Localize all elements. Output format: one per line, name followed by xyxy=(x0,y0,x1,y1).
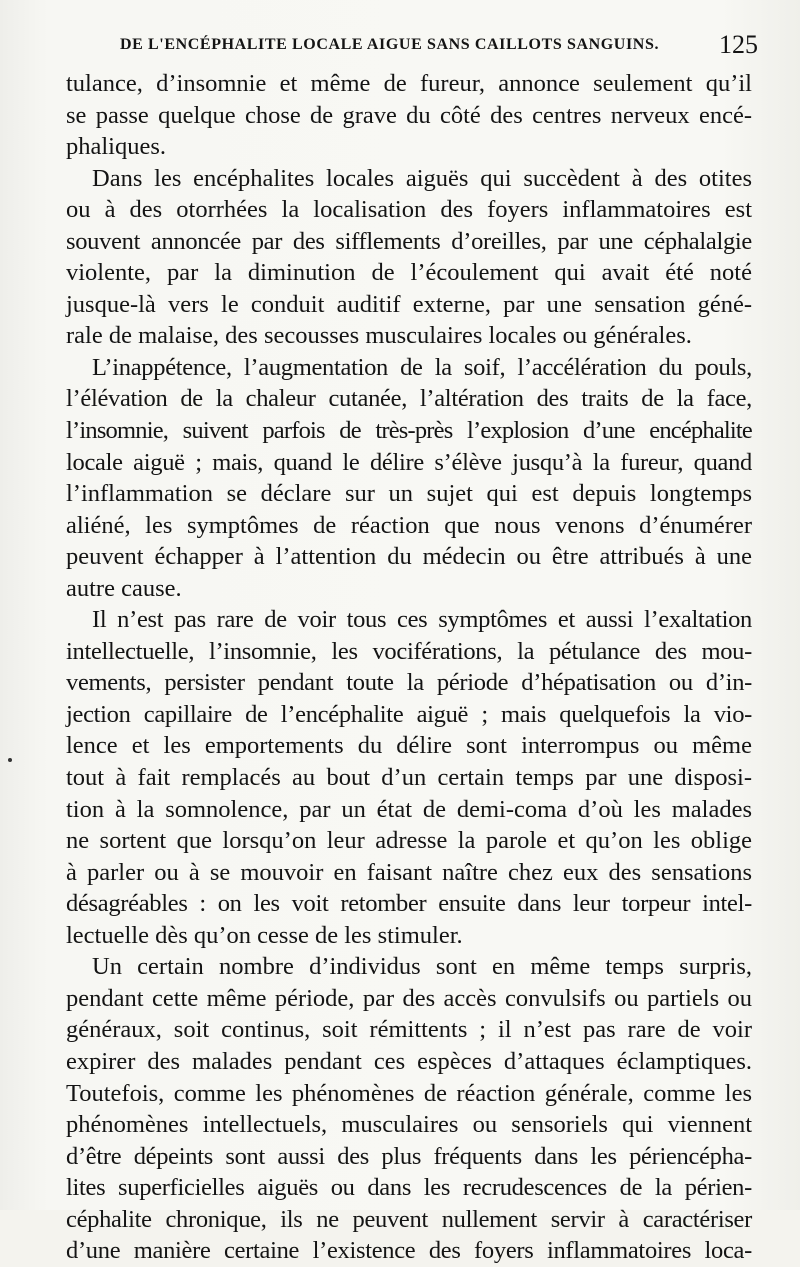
text-line: tout à fait remplacés au bout d’un certain temps par une disposi- xyxy=(66,764,752,792)
text-line: violente, par la diminution de l’écoulement qui avait été noté xyxy=(66,259,752,287)
text-line: généraux, soit continus, soit rémittents ; il n’est pas rare de voir xyxy=(66,1016,752,1044)
text-line: lites superficielles aiguës ou dans les recrudescences de la périen- xyxy=(66,1174,752,1202)
text-line: d’une manière certaine l’existence des foyers inflammatoires loca- xyxy=(66,1237,752,1265)
paragraph-start-line: Il n’est pas rare de voir tous ces symptômes et aussi l’exaltation xyxy=(92,606,752,634)
text-line: céphalite chronique, ils ne peuvent nullement servir à caractériser xyxy=(66,1205,752,1233)
text-line: locale aiguë ; mais, quand le délire s’élève jusqu’à la fureur, quand xyxy=(66,448,752,476)
text-line: pendant cette même période, par des accès convulsifs ou partiels ou xyxy=(66,984,752,1012)
text-line: aliéné, les symptômes de réaction que nous venons d’énumérer xyxy=(66,511,752,539)
text-line: souvent annoncée par des sifflements d’oreilles, par une céphalalgie xyxy=(66,227,752,255)
text-line: phaliques. xyxy=(66,133,167,161)
margin-mark xyxy=(8,758,12,762)
text-line: lence et les emportements du délire sont interrompus ou même xyxy=(66,732,752,760)
text-line: intellectuelle, l’insomnie, les vociférations, la pétulance des mou- xyxy=(66,637,752,665)
paragraph-start-line: L’inappétence, l’augmentation de la soif, l’accélération du pouls, xyxy=(92,353,752,381)
text-line: jusque-là vers le conduit auditif externe, par une sensation géné- xyxy=(66,290,752,318)
text-line: l’insomnie, suivent parfois de très-près l’explosion d’une encéphalite xyxy=(66,417,752,445)
text-line: jection capillaire de l’encéphalite aiguë ; mais quelquefois la vio- xyxy=(66,700,752,728)
text-line: à parler ou à se mouvoir en faisant naître chez eux des sensations xyxy=(66,858,752,886)
text-line: l’élévation de la chaleur cutanée, l’altération des traits de la face, xyxy=(66,385,752,413)
text-line: expirer des malades pendant ces espèces d’attaques éclamptiques. xyxy=(66,1047,752,1075)
running-head: DE L'ENCÉPHALITE LOCALE AIGUE SANS CAILLOTS SANGUINS. xyxy=(120,36,660,53)
text-line: désagréables : on les voit retomber ensuite dans leur torpeur intel- xyxy=(66,890,752,918)
text-line: autre cause. xyxy=(66,574,182,602)
paragraph-start-line: Un certain nombre d’individus sont en même temps surpris, xyxy=(92,953,752,981)
text-line: phénomènes intellectuels, musculaires ou sensoriels qui viennent xyxy=(66,1111,752,1139)
text-line: ne sortent que lorsqu’on leur adresse la parole et qu’on les oblige xyxy=(66,827,752,855)
text-line: vements, persister pendant toute la période d’hépatisation ou d’in- xyxy=(66,669,752,697)
text-line: d’être dépeints sont aussi des plus fréquents dans les périencépha- xyxy=(66,1142,752,1170)
text-line: se passe quelque chose de grave du côté des centres nerveux encé- xyxy=(66,101,752,129)
page-number: 125 xyxy=(719,30,758,59)
text-line: tion à la somnolence, par un état de demi-coma d’où les malades xyxy=(66,795,752,823)
body-text xyxy=(66,68,752,1267)
text-line: rale de malaise, des secousses musculaires locales ou générales. xyxy=(66,322,692,350)
text-line: l’inflammation se déclare sur un sujet qui est depuis longtemps xyxy=(66,480,752,508)
text-line: ou à des otorrhées la localisation des foyers inflammatoires est xyxy=(66,196,752,224)
paragraph-start-line: Dans les encéphalites locales aiguës qui succèdent à des otites xyxy=(92,164,752,192)
text-line: Toutefois, comme les phénomènes de réaction générale, comme les xyxy=(66,1079,752,1107)
text-line: tulance, d’insomnie et même de fureur, annonce seulement qu’il xyxy=(66,70,752,97)
text-line: peuvent échapper à l’attention du médecin ou être attribués à une xyxy=(66,543,752,571)
page-header xyxy=(120,30,760,60)
text-line: lectuelle dès qu’on cesse de les stimuler. xyxy=(66,921,463,949)
